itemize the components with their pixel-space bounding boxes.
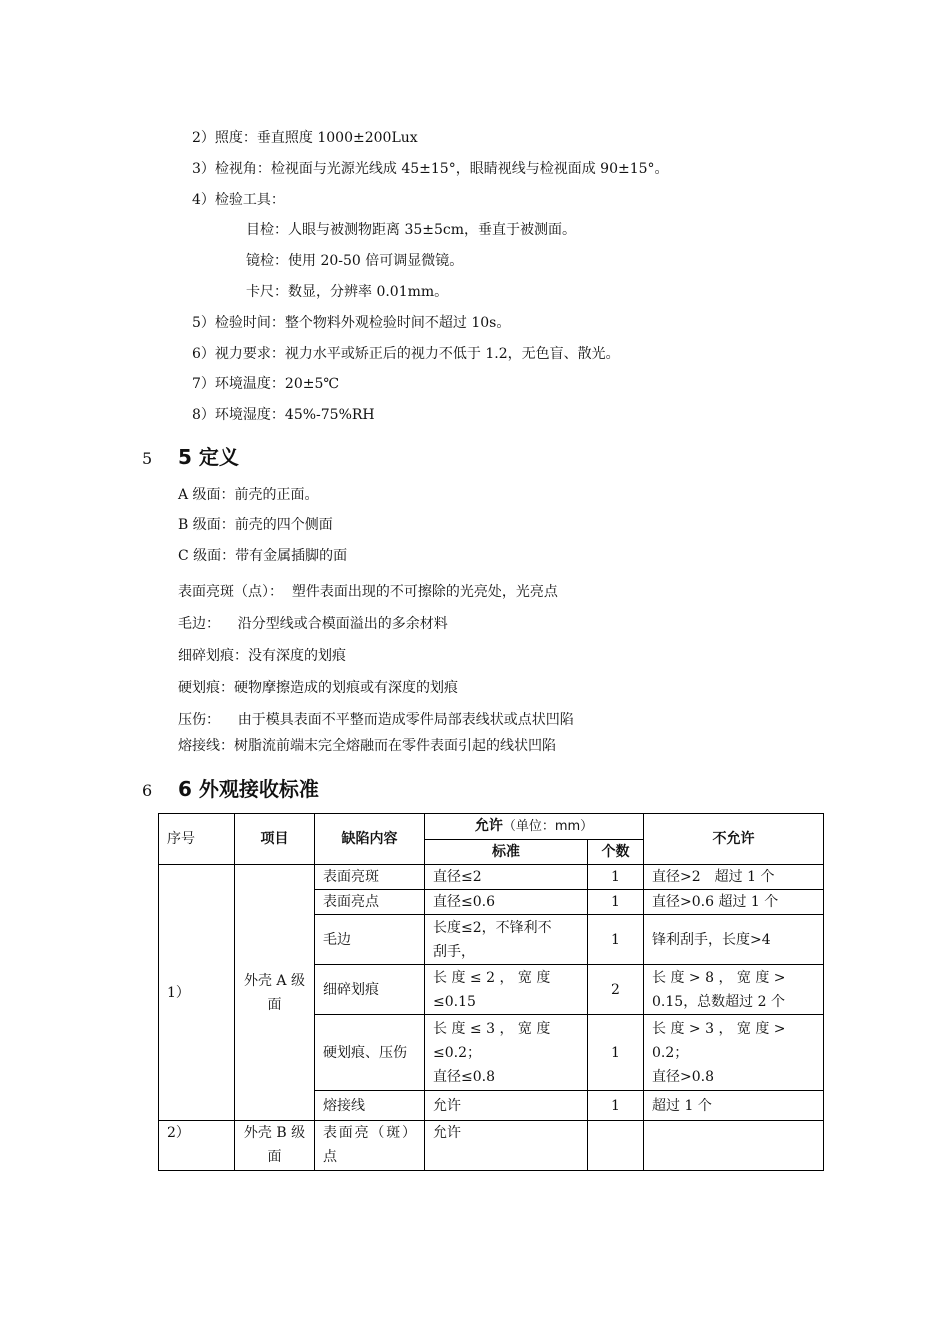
standard-line: 长 度 ≤ 2 ， 宽 度 [433,969,551,986]
group2-seq: 2） [159,1121,235,1171]
reject-line: 直径>0.8 [652,1068,715,1085]
standard-cell: 允许 [425,1121,588,1171]
standard-line: ≤0.2； [433,1044,481,1061]
standard-cell [425,865,588,890]
count-cell: 1 [588,865,644,890]
condition-vision: 6）视力要求：视力水平或矫正后的视力不低于 1.2，无色盲、散光。 [192,346,620,362]
tool-microscope: 镜检：使用 20-50 倍可调显微镜。 [246,253,464,269]
reject-cell [644,915,824,965]
reject-cell [644,865,824,890]
reject-line: 直径>0.6 超过 1 个 [652,894,779,910]
surface-a: A 级面：前壳的正面。 [178,487,319,503]
count-cell: 1 [588,890,644,915]
standard-line: 直径≤0.8 [433,1068,495,1085]
reject-cell [644,890,824,915]
table-header-row [159,814,824,840]
section6-number: 6 [142,781,153,800]
surface-c: C 级面：带有金属插脚的面 [178,548,348,564]
section6-heading [142,777,319,803]
group1-seq: 1） [159,865,235,1121]
standard-cell [425,890,588,915]
def-hard-scratch: 硬划痕：硬物摩擦造成的划痕或有深度的划痕 [178,680,458,696]
group2-item: 外壳 B 级面 [235,1121,315,1171]
standard-cell [425,1091,588,1121]
def-dent: 压伤： 由于模具表面不平整而造成零件局部表线状或点状凹陷 [178,712,574,728]
header-seq: 序号 [159,814,235,865]
tool-visual: 目检：人眼与被测物距离 35±5cm，垂直于被测面。 [246,222,577,238]
standard-cell [425,915,588,965]
def-bright-spot: 表面亮斑（点）： 塑件表面出现的不可擦除的光亮处，光亮点 [178,584,558,600]
header-defect: 缺陷内容 [315,814,425,865]
reject-line: 超过 1 个 [652,1097,712,1114]
defect-cell: 表面亮（斑）点 [315,1121,425,1171]
standard-cell [425,965,588,1015]
reject-cell [644,1121,824,1171]
group1-item: 外壳 A 级面 [235,865,315,1121]
reject-line: 锋利刮手，长度>4 [652,931,771,948]
section5-title: 5 定义 [178,445,239,469]
header-standard: 标准 [425,840,588,865]
defect-cell: 熔接线 [315,1091,425,1121]
count-cell: 1 [588,915,644,965]
condition-viewing-angle: 3）检视角：检视面与光源光线成 45±15°，眼睛视线与检视面成 90±15°。 [192,161,669,177]
def-fine-scratch: 细碎划痕：没有深度的划痕 [178,648,346,664]
standard-line: 直径≤2 [433,869,482,885]
header-allow-unit: （单位：mm） [502,819,594,834]
count-cell: 1 [588,1091,644,1121]
def-weld-line: 熔接线：树脂流前端末完全熔融而在零件表面引起的线状凹陷 [178,738,556,754]
section6-title: 6 外观接收标准 [178,777,319,801]
defect-cell: 硬划痕、压伤 [315,1015,425,1091]
standard-line: 刮手， [433,943,475,960]
condition-illuminance: 2）照度：垂直照度 1000±200Lux [192,130,418,146]
reject-line: 直径>2 超过 1 个 [652,869,775,885]
reject-cell [644,965,824,1015]
reject-cell [644,1091,824,1121]
standard-line: ≤0.15 [433,993,476,1010]
condition-temperature: 7）环境温度：20±5℃ [192,376,340,392]
header-count: 个数 [588,840,644,865]
condition-tools: 4）检验工具： [192,192,285,208]
standard-line: 允许 [433,1097,461,1114]
table-row [159,865,824,890]
standard-line: 长 度 ≤ 3 ， 宽 度 [433,1020,551,1037]
reject-line: 0.15，总数超过 2 个 [652,993,785,1010]
reject-line: 0.2； [652,1044,689,1061]
acceptance-table [158,813,824,1171]
defect-cell: 毛边 [315,915,425,965]
reject-cell [644,1015,824,1091]
header-item: 项目 [235,814,315,865]
count-cell: 2 [588,965,644,1015]
standard-line: 直径≤0.6 [433,894,495,910]
defect-cell: 表面亮斑 [315,865,425,890]
reject-line: 长 度 > 3 ， 宽 度 > [652,1020,786,1037]
standard-line: 长度≤2，不锋利不 [433,919,552,936]
condition-humidity: 8）环境湿度：45%-75%RH [192,407,375,423]
surface-b: B 级面：前壳的四个侧面 [178,517,333,533]
count-cell: 1 [588,1015,644,1091]
header-allow [425,814,644,840]
section5-heading [142,445,239,471]
reject-line: 长 度 > 8 ， 宽 度 > [652,969,786,986]
header-allow-main: 允许 [474,818,503,834]
defect-cell: 表面亮点 [315,890,425,915]
header-not-allowed: 不允许 [644,814,824,865]
tool-caliper: 卡尺：数显，分辨率 0.01mm。 [246,284,449,300]
section5-number: 5 [142,449,153,468]
standard-cell [425,1015,588,1091]
condition-time: 5）检验时间：整个物料外观检验时间不超过 10s。 [192,315,511,331]
table-row [159,1121,824,1171]
count-cell [588,1121,644,1171]
defect-cell: 细碎划痕 [315,965,425,1015]
def-flash: 毛边： 沿分型线或合模面溢出的多余材料 [178,616,448,632]
